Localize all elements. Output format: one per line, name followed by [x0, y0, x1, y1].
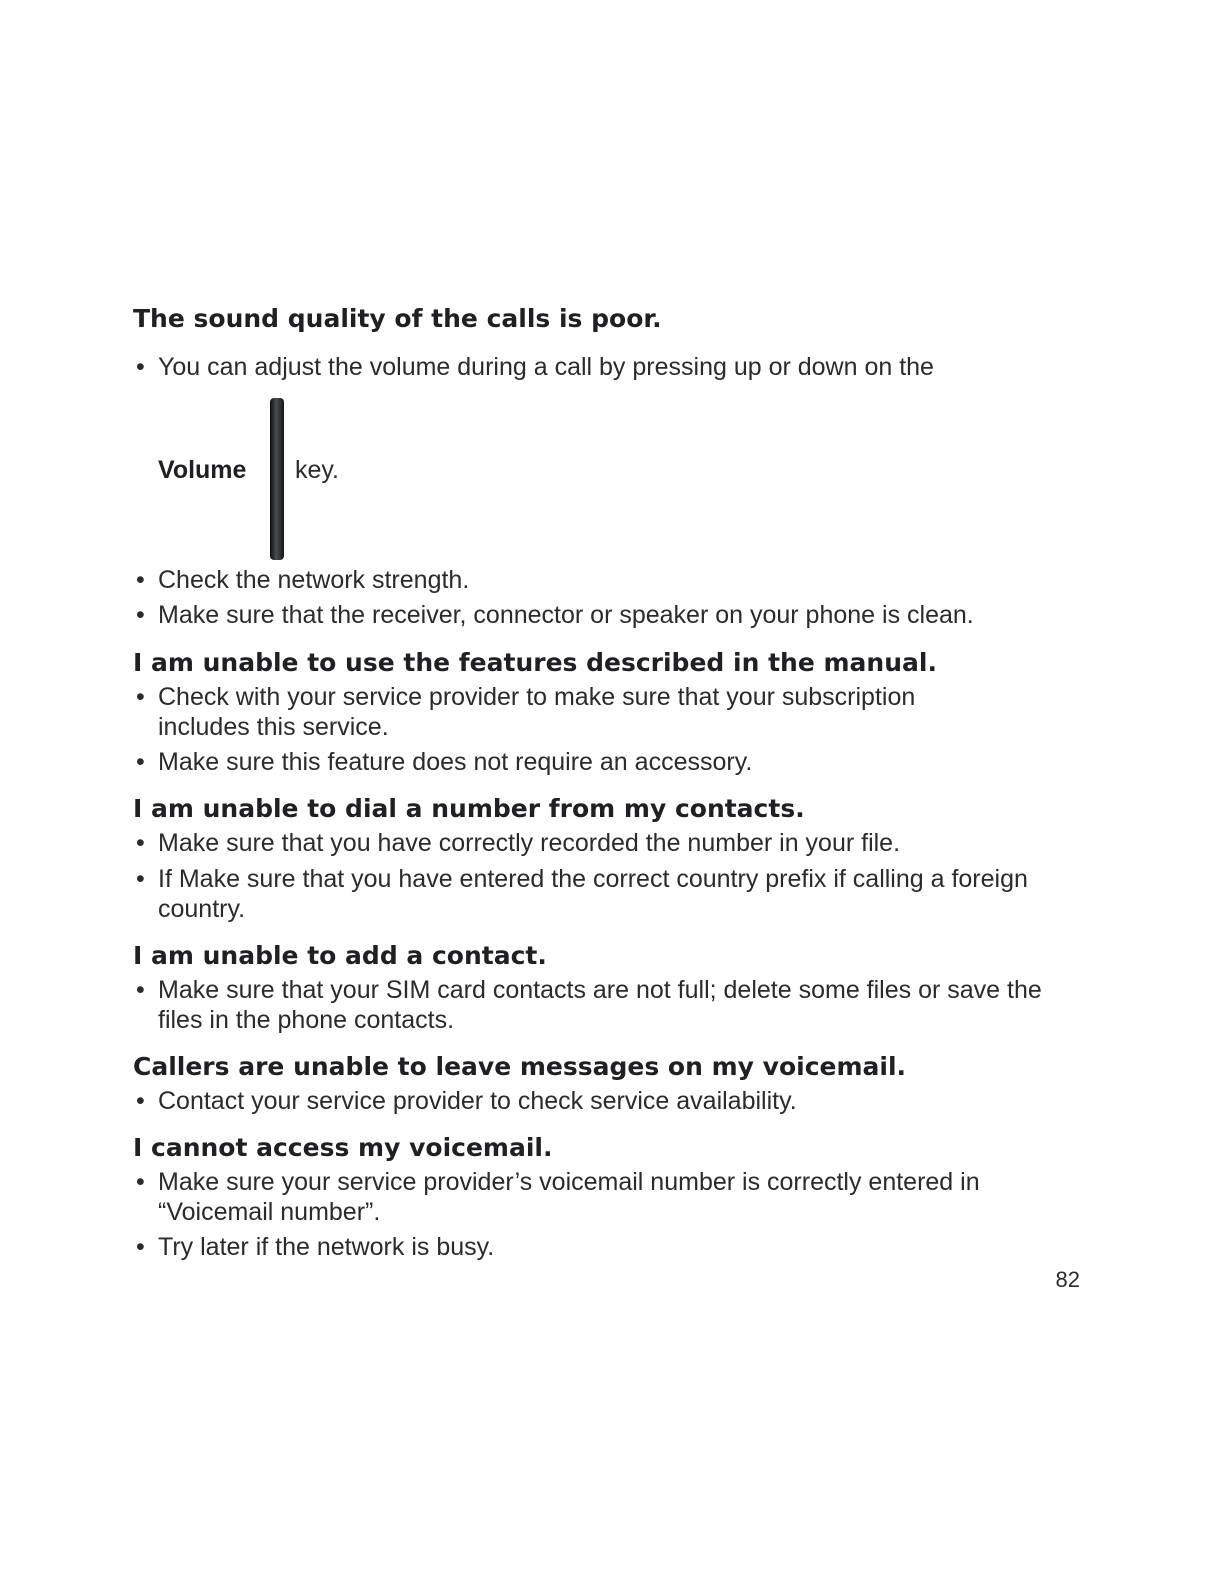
volume-key-icon	[268, 398, 286, 560]
bullet-icon: •	[136, 683, 145, 711]
section-heading-access-voicemail: I cannot access my voicemail.	[133, 1133, 553, 1162]
list-item	[136, 1086, 1086, 1116]
list-item-text: You can adjust the volume during a call by pressing up or down on the	[158, 353, 934, 381]
section-heading-add-contact: I am unable to add a contact.	[133, 941, 547, 970]
bullet-icon: •	[136, 865, 145, 893]
list-item-text: Contact your service provider to check service availability.	[158, 1087, 797, 1115]
list-item	[136, 864, 1036, 924]
bullet-icon: •	[136, 829, 145, 857]
list-item	[136, 682, 996, 742]
list-item-text: Make sure that the receiver, connector or speaker on your phone is clean.	[158, 601, 974, 629]
list-item-text: Make sure that you have correctly recorded the number in your file.	[158, 829, 901, 857]
list-item-text: Check with your service provider to make sure that your subscription includes this service.	[158, 683, 916, 741]
volume-key-label: Volume	[158, 456, 247, 484]
list-item	[136, 352, 1086, 382]
bullet-icon: •	[136, 566, 145, 594]
list-item	[136, 565, 1086, 595]
bullet-icon: •	[136, 1087, 145, 1115]
list-item-text: Make sure this feature does not require an accessory.	[158, 748, 753, 776]
bullet-icon: •	[136, 1168, 145, 1196]
list-item	[136, 747, 1086, 777]
section-heading-sound-quality: The sound quality of the calls is poor.	[133, 304, 662, 333]
section-heading-features: I am unable to use the features described in the manual.	[133, 648, 937, 677]
volume-key-suffix: key.	[295, 456, 339, 484]
list-item-text: Make sure that your SIM card contacts are not full; delete some files or save the files in the phone contacts.	[158, 976, 1042, 1034]
bullet-icon: •	[136, 601, 145, 629]
bullet-icon: •	[136, 1233, 145, 1261]
section-heading-dial-contacts: I am unable to dial a number from my contacts.	[133, 794, 805, 823]
bullet-icon: •	[136, 353, 145, 381]
list-item-text: Try later if the network is busy.	[158, 1233, 495, 1261]
list-item-text: Check the network strength.	[158, 566, 470, 594]
list-item-text: If Make sure that you have entered the correct country prefix if calling a foreign country.	[158, 865, 1028, 923]
bullet-icon: •	[136, 748, 145, 776]
page-number: 82	[1055, 1267, 1080, 1292]
list-item	[136, 1232, 1086, 1262]
volume-key-row	[158, 396, 558, 564]
bullet-icon: •	[136, 976, 145, 1004]
list-item-text: Make sure your service provider’s voicemail number is correctly entered in “Voicemail number”.	[158, 1168, 980, 1226]
list-item	[136, 828, 1086, 858]
list-item	[136, 1167, 1066, 1227]
list-item	[136, 975, 1086, 1035]
section-heading-voicemail-messages: Callers are unable to leave messages on my voicemail.	[133, 1052, 907, 1081]
list-item	[136, 600, 1086, 630]
